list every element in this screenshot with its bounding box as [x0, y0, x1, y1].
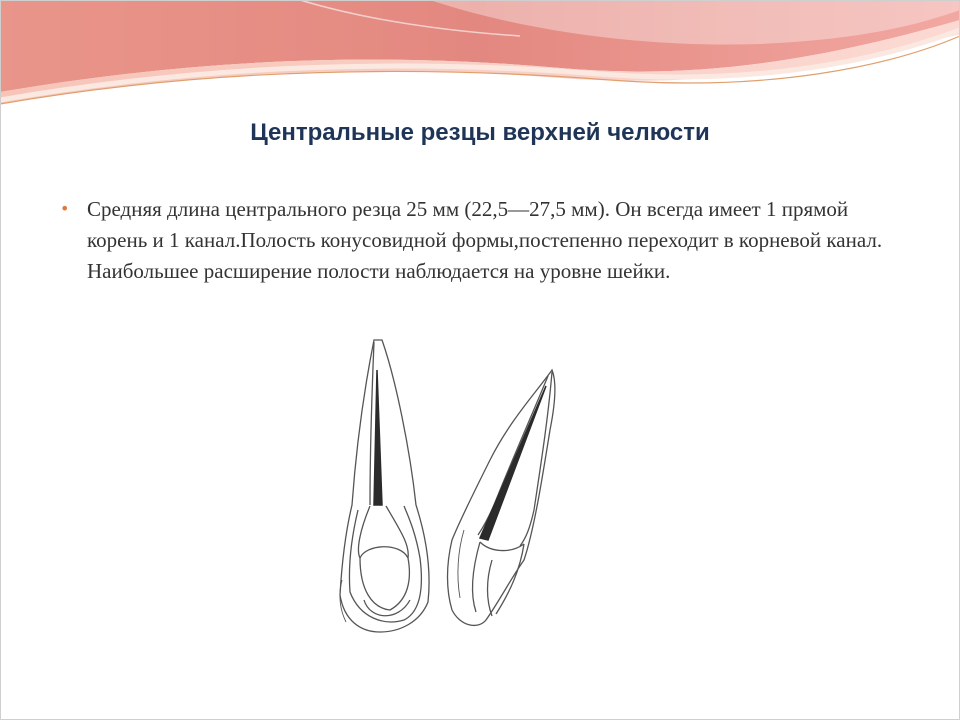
- header-banner-decoration: [0, 0, 960, 120]
- tooth-side-canal: [480, 386, 546, 540]
- tooth-front-view: [340, 340, 429, 632]
- tooth-front-canal: [374, 370, 382, 505]
- bullet-marker-icon: •: [60, 199, 70, 218]
- tooth-illustration: [320, 330, 580, 645]
- bullet-item: [60, 194, 890, 287]
- bullet-text: Средняя длина центрального резца 25 мм (22,5—27,5 мм). Он всегда имеет 1 прямой корень и 1 канал.Полость конусовидной формы,постепенно переходит в корневой канал. Наибольшее расширение полости наблюдается на уровне шейки.: [87, 197, 883, 283]
- slide-title: Центральные резцы верхней челюсти: [250, 119, 710, 146]
